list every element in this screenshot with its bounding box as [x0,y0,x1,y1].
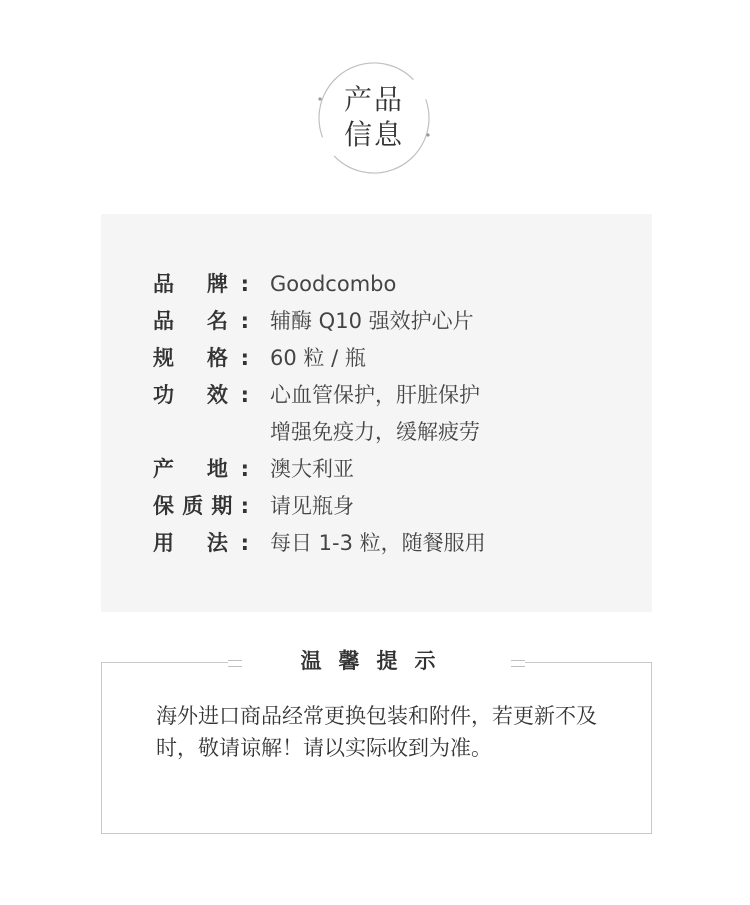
notice-box [101,649,652,834]
info-value: 60 粒 / 瓶 [270,346,366,370]
info-row-spec [153,340,366,377]
info-row-name [153,303,474,340]
info-row-shelf-life [153,488,354,525]
section-title-badge [316,60,432,176]
info-label: 功 效: [153,383,249,407]
info-value: 辅酶 Q10 强效护心片 [270,309,474,333]
info-value: 请见瓶身 [270,494,354,518]
info-label: 规 格: [153,346,249,370]
page-title-line1: 产品 [343,83,404,116]
info-row-brand [153,266,396,303]
info-value: 每日 1-3 粒，随餐服用 [270,531,486,555]
notice-title: 温馨提示 [300,649,453,673]
info-value: Goodcombo [270,272,397,296]
product-info-panel [101,214,652,612]
info-value: 增强免疫力，缓解疲劳 [270,420,480,444]
info-value: 澳大利亚 [270,457,354,481]
page-title-line2: 信息 [343,118,404,151]
info-row-usage [153,525,486,562]
info-row-effect [153,377,480,451]
info-label: 保质期: [153,494,249,518]
info-label: 品 名: [153,309,249,333]
page-title [316,82,432,152]
info-label: 产 地: [153,457,249,481]
info-value: 心血管保护，肝脏保护 [270,383,480,407]
info-row-origin [153,451,354,488]
notice-text: 海外进口商品经常更换包装和附件，若更新不及时，敬请谅解！请以实际收到为准。 [156,704,597,760]
info-label: 用 法: [153,531,249,555]
info-label: 品 牌: [153,272,249,296]
